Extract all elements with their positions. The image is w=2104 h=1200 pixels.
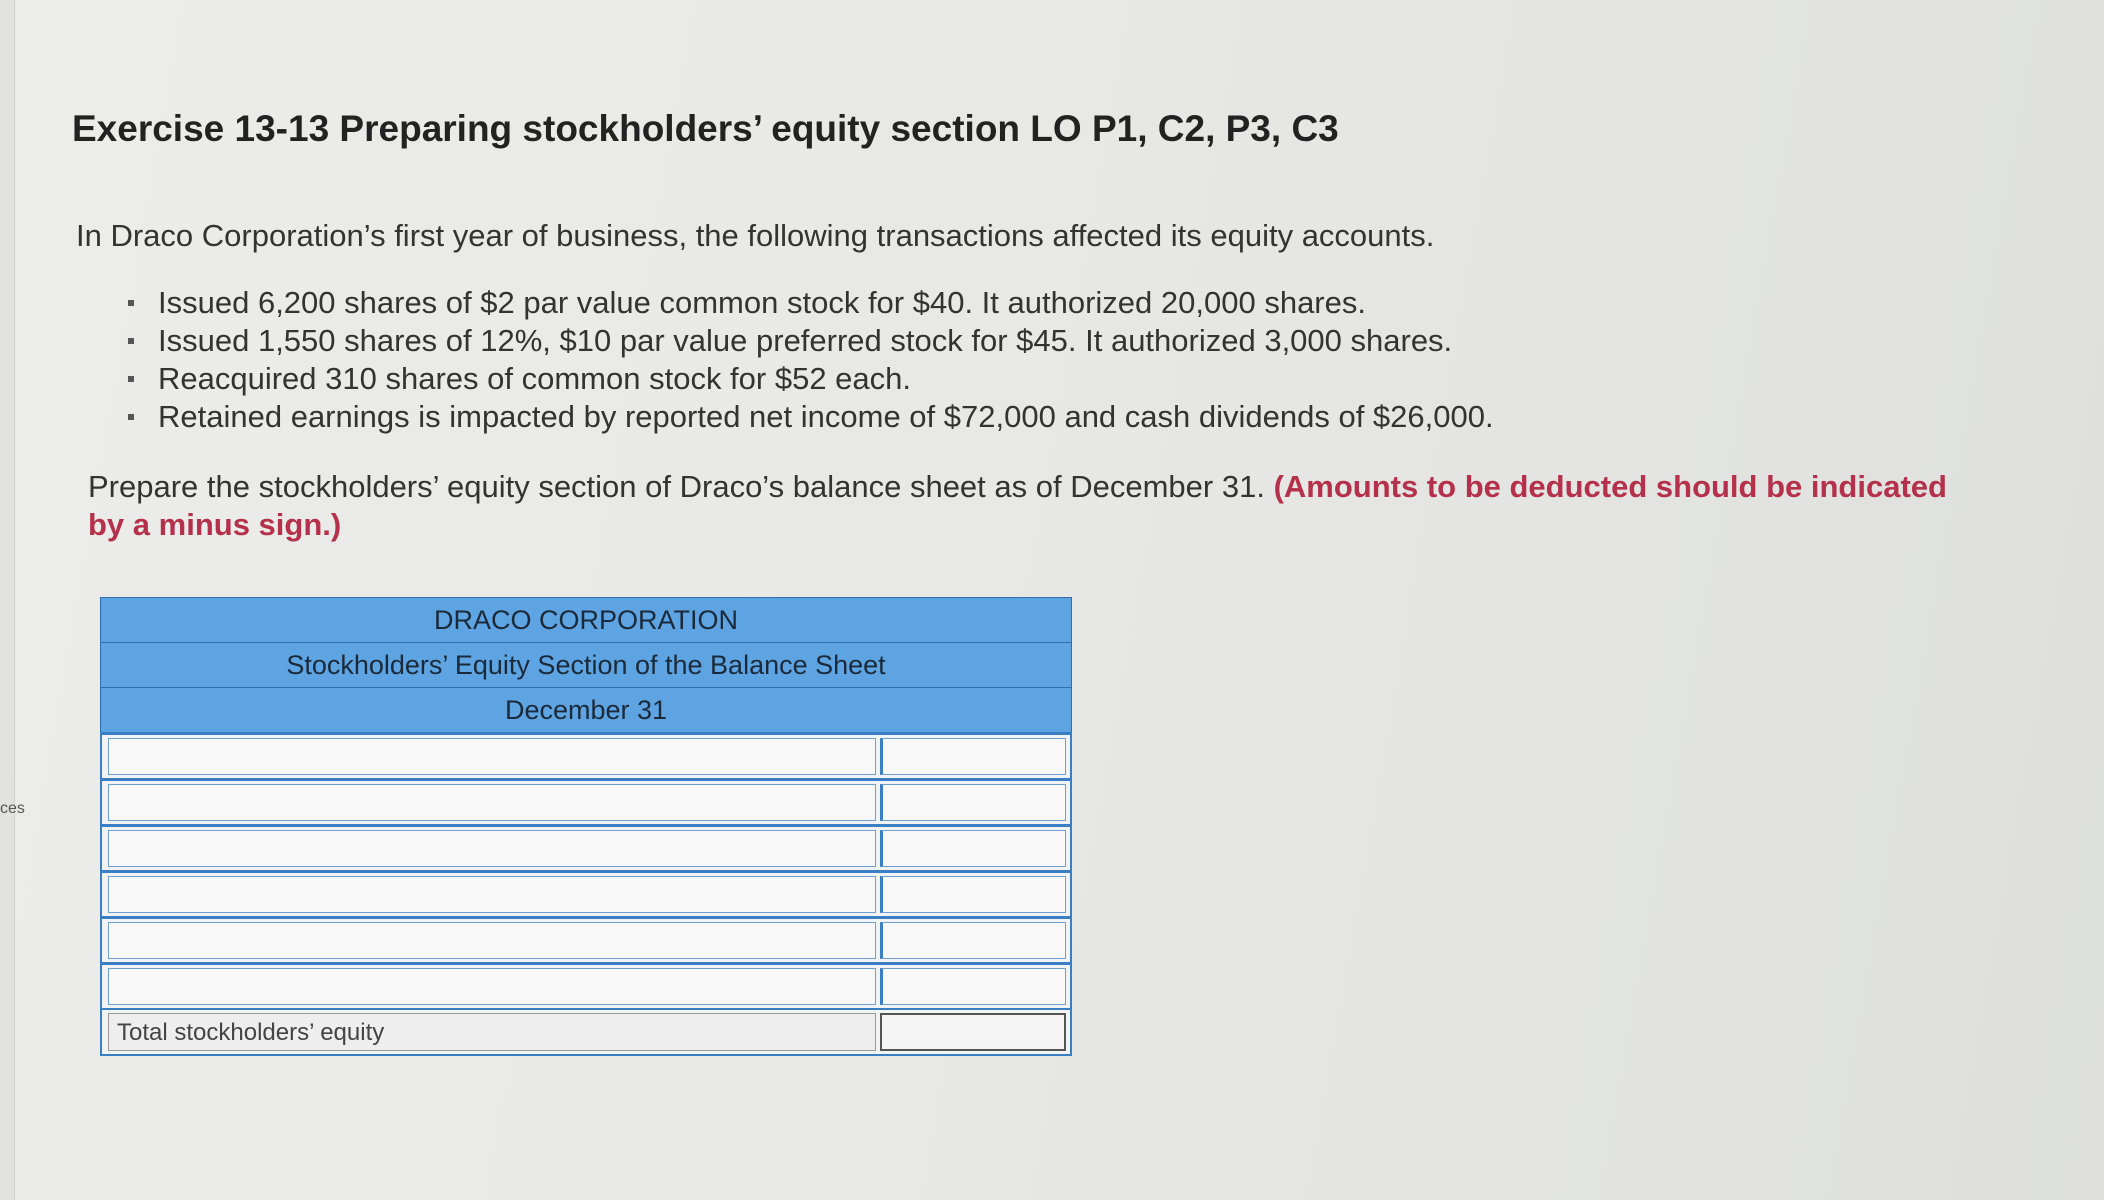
equity-worksheet [100,597,1072,1056]
transaction-item [120,398,1494,436]
company-name-header: DRACO CORPORATION [100,597,1072,642]
left-sidebar-edge [0,0,15,1200]
account-select-5[interactable] [108,922,876,959]
transaction-text: Issued 6,200 shares of $2 par value common stock for $40. It authorized 20,000 shares. [158,285,1366,320]
amount-input-6[interactable] [880,968,1066,1005]
sidebar-edge-text: ces [0,800,25,817]
bullet-icon [128,300,134,306]
table-row [102,732,1070,778]
bullet-icon [128,376,134,382]
bullet-icon [128,414,134,420]
statement-date-header: December 31 [100,687,1072,732]
amount-input-3[interactable] [880,830,1066,867]
transaction-text: Issued 1,550 shares of 12%, $10 par value preferred stock for $45. It authorized 3,000 shares. [158,323,1453,358]
amount-input-2[interactable] [880,784,1066,821]
amount-input-1[interactable] [880,738,1066,775]
account-select-1[interactable] [108,738,876,775]
transaction-text: Reacquired 310 shares of common stock for $52 each. [158,361,912,396]
total-row [102,1008,1070,1054]
account-select-3[interactable] [108,830,876,867]
instructions [88,468,1988,544]
amount-input-5[interactable] [880,922,1066,959]
table-row [102,824,1070,870]
total-amount-input[interactable] [880,1013,1066,1051]
transaction-item [120,322,1494,360]
exercise-title: Exercise 13-13 Preparing stockholders’ equity section LO P1, C2, P3, C3 [72,108,1339,149]
table-row [102,962,1070,1008]
table-row [102,916,1070,962]
transaction-list [120,284,1494,436]
table-row [102,870,1070,916]
transaction-item [120,360,1494,398]
table-row [102,778,1070,824]
bullet-icon [128,338,134,344]
transaction-text: Retained earnings is impacted by reported net income of $72,000 and cash dividends of $26,000. [158,399,1494,434]
transaction-item [120,284,1494,322]
account-select-6[interactable] [108,968,876,1005]
total-label: Total stockholders’ equity [108,1013,876,1051]
account-select-2[interactable] [108,784,876,821]
statement-title-header: Stockholders’ Equity Section of the Balance Sheet [100,642,1072,687]
instruction-text: Prepare the stockholders’ equity section of Draco’s balance sheet as of December 31. [88,469,1265,504]
account-select-4[interactable] [108,876,876,913]
exercise-intro: In Draco Corporation’s first year of business, the following transactions affected its equity accounts. [76,218,1435,253]
amount-input-4[interactable] [880,876,1066,913]
answer-grid [100,732,1072,1056]
instruction-note: (Amounts to be deducted should be indicated by a minus sign.) [88,469,1947,542]
